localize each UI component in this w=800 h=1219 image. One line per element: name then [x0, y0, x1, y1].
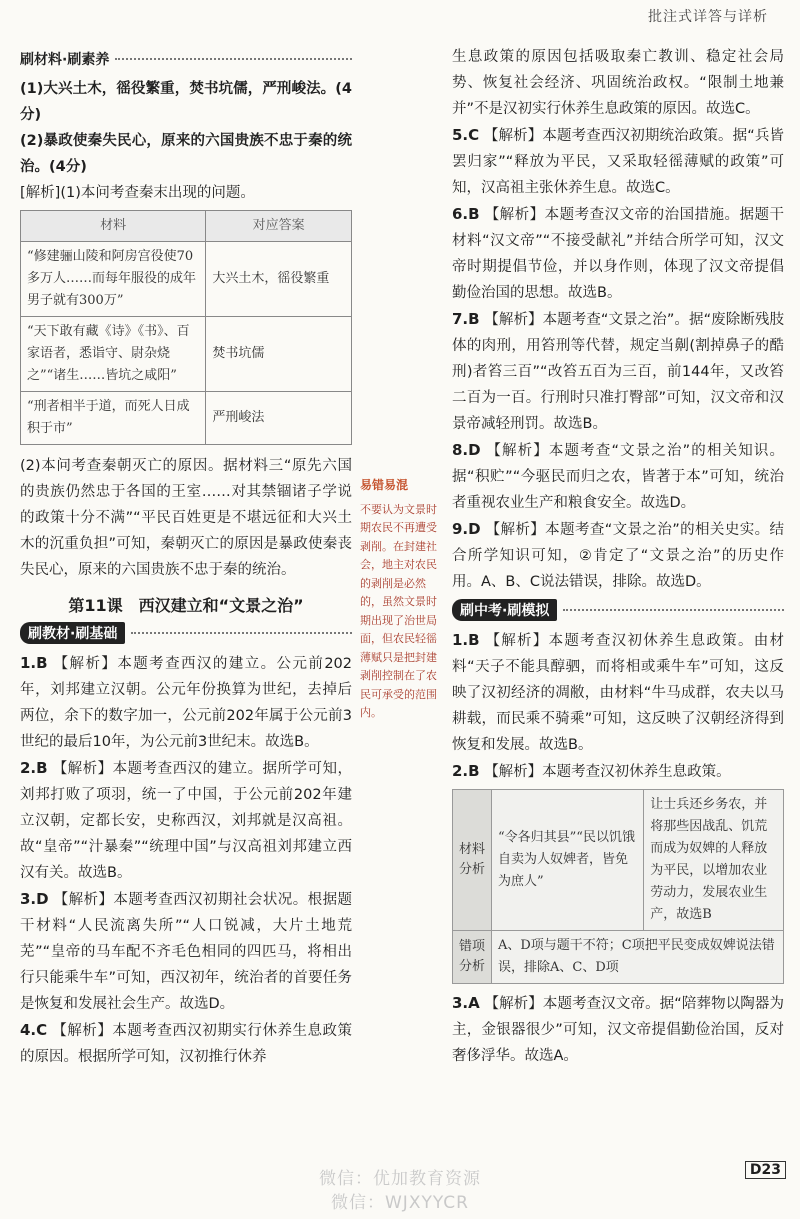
answer-item: 7.B 【解析】本题考查“文景之治”。据“废除断残肢体的肉刑，用笞刑等代替，规定当劓(割掉鼻子的酷刑)者笞三百”“改笞五百为三百，前144年，又改笞二百为一百。行刑时只准打臀部”可知，汉文帝和汉景帝减轻刑罚。故选B。 — [452, 310, 785, 432]
table-row — [453, 790, 784, 931]
table-label: 材料分析 — [453, 790, 492, 931]
dotted-rule — [563, 609, 784, 611]
section-band-basic — [20, 622, 352, 644]
answer-item: 8.D 【解析】本题考查“文景之治”的相关知识。据“积贮”“今驱民而归之农，皆著于本”可知，统治者重视农业生产和粮食安全。故选D。 — [452, 441, 784, 511]
q6-answer-2: (2)暴政使秦失民心，原来的六国贵族不忠于秦的统治。(4分) — [20, 133, 352, 175]
side-note — [360, 476, 442, 723]
answer-item: 3.A 【解析】本题考查汉文帝。据“陪葬物以陶器为主，金银器很少”可知，汉文帝提倡勤俭治国，反对奢侈浮华。故选A。 — [452, 994, 785, 1064]
watermark: 微信：优加教育资源 — [319, 1169, 481, 1189]
side-note-text: 不要认为文景时期农民不再遭受剥削。在封建社会，地主对农民的剥削是必然的，虽然文景时期出现了治世局面，但农民轻徭薄赋只是把封建剥削控制在了农民可承受的范围内。 — [360, 502, 437, 719]
table-wrong: A、D项与题干不符；C项把平民变成奴婢说法错误，排除A、C、D项 — [492, 931, 784, 984]
table-row: “刑者相半于道，而死人日成积于市” 严刑峻法 — [21, 392, 352, 445]
answer-item: 2.B 【解析】本题考查西汉的建立。据所学可知，刘邦打败了项羽，统一了中国，于公元前202年建立汉朝，定都长安，史称西汉，刘邦就是汉高祖。故“皇帝”“汁暴秦”“统理中国”与汉高祖刘邦建立西汉有关。故选B。 — [20, 759, 353, 881]
dotted-rule — [131, 632, 352, 634]
answer-item: 1.B 【解析】本题考查西汉的建立。公元前202年，刘邦建立汉朝。公元年份换算为世纪，去掉后两位，余下的数字加一，公元前202年属于公元前3世纪的最后10年，为公元前3世纪末。故选B。 — [20, 654, 353, 750]
answer-item: 5.C 【解析】本题考查西汉初期统治政策。据“兵皆罢归家”“释放为平民，又采取轻徭薄赋的政策”可知，汉高祖主张休养生息。故选C。 — [452, 126, 785, 196]
table-row: “修建骊山陵和阿房宫役使70多万人……而每年服役的成年男子就有300万” 大兴土木，徭役繁重 — [21, 242, 352, 317]
q6-analysis-1: [解析](1)本问考查秦末出现的问题。 — [20, 185, 255, 201]
page-header-title: 批注式详答与详析 — [648, 9, 768, 25]
q6-answer-1: (1)大兴土木，徭役繁重，焚书坑儒，严刑峻法。(4分) — [20, 81, 352, 123]
answer-item: 2.B 【解析】本题考查汉初休养生息政策。 — [452, 762, 731, 780]
answer-item: 4.C 【解析】本题考查西汉初期实行休养生息政策的原因。根据所学可知，汉初推行休养 — [20, 1021, 353, 1065]
dotted-rule — [115, 58, 352, 60]
table-row — [453, 931, 784, 984]
side-note-title: 易错易混 — [360, 478, 409, 492]
section-band-exam — [452, 599, 784, 621]
table-header: 材料 — [21, 211, 206, 242]
table-analysis: 让士兵还乡务农，并将那些因战乱、饥荒而成为奴婢的人释放为平民，以增加农业劳动力，发展农业生产，故选B — [644, 790, 784, 931]
section-title: 刷中考·刷模拟 — [452, 599, 557, 621]
table-row: “天下敢有藏《诗》《书》、百家语者，悉诣守、尉杂烧之”“诸生……皆坑之咸阳” 焚书坑儒 — [21, 317, 352, 392]
material-answer-table — [20, 210, 352, 445]
answer-item: 3.D 【解析】本题考查西汉初期社会状况。根据题干材料“人民流离失所”“人口锐减，大片土地荒芜”“皇帝的马车配不齐毛色相同的四匹马，将相出行只能乘牛车”可知，西汉初年，统治者的首要任务是恢复和发展社会生产。故选D。 — [20, 890, 353, 1012]
lesson-title: 第11课 西汉建立和“文景之治” — [68, 596, 304, 615]
table-header: 对应答案 — [206, 211, 352, 242]
section-title: 刷材料·刷素养 — [20, 52, 110, 68]
right-column — [452, 44, 784, 1069]
section-band-material — [20, 48, 352, 70]
answer-item: 9.D 【解析】本题考查“文景之治”的相关史实。结合所学知识可知，②肯定了“文景之治”的历史作用。A、B、C说法错误，排除。故选D。 — [452, 520, 785, 590]
analysis-table — [452, 789, 784, 984]
table-quote: “令各归其县”“民以饥饿自卖为人奴婢者，皆免为庶人” — [492, 790, 644, 931]
q6-analysis-2: (2)本问考查秦朝灭亡的原因。据材料三“原先六国的贵族仍然忠于各国的王室……对其禁锢诸子学说的政策十分不满”“平民百姓更是不堪远征和大兴土木的沉重负担”可知，秦朝灭亡的原因是暴政使秦丧失民心，原来的六国贵族不忠于秦的统治。 — [20, 458, 352, 578]
page-number: D23 — [745, 1161, 786, 1179]
answer-item: 6.B 【解析】本题考查汉文帝的治国措施。据题干材料“汉文帝”“不接受献礼”并结合所学可知，汉文帝时期提倡节俭，并以身作则，体现了汉文帝提倡勤俭治国的思想。故选B。 — [452, 205, 785, 301]
answer-item: 1.B 【解析】本题考查汉初休养生息政策。由材料“天子不能具醇驷，而将相或乘牛车”可知，这反映了汉初经济的凋敝，由材料“牛马成群，农夫以马耕载，而民乘不骑乘”可知，这反映了汉朝经济得到恢复和发展。故选B。 — [452, 631, 784, 753]
section-title: 刷教材·刷基础 — [20, 622, 125, 644]
continued-text: 生息政策的原因包括吸取秦亡教训、稳定社会局势、恢复社会经济、巩固统治政权。“限制土地兼并”不是汉初实行休养生息政策的原因。故选C。 — [452, 49, 784, 117]
watermark: 微信：WJXYYCR — [331, 1193, 469, 1213]
left-column — [20, 44, 352, 1070]
table-label: 错项分析 — [453, 931, 492, 984]
